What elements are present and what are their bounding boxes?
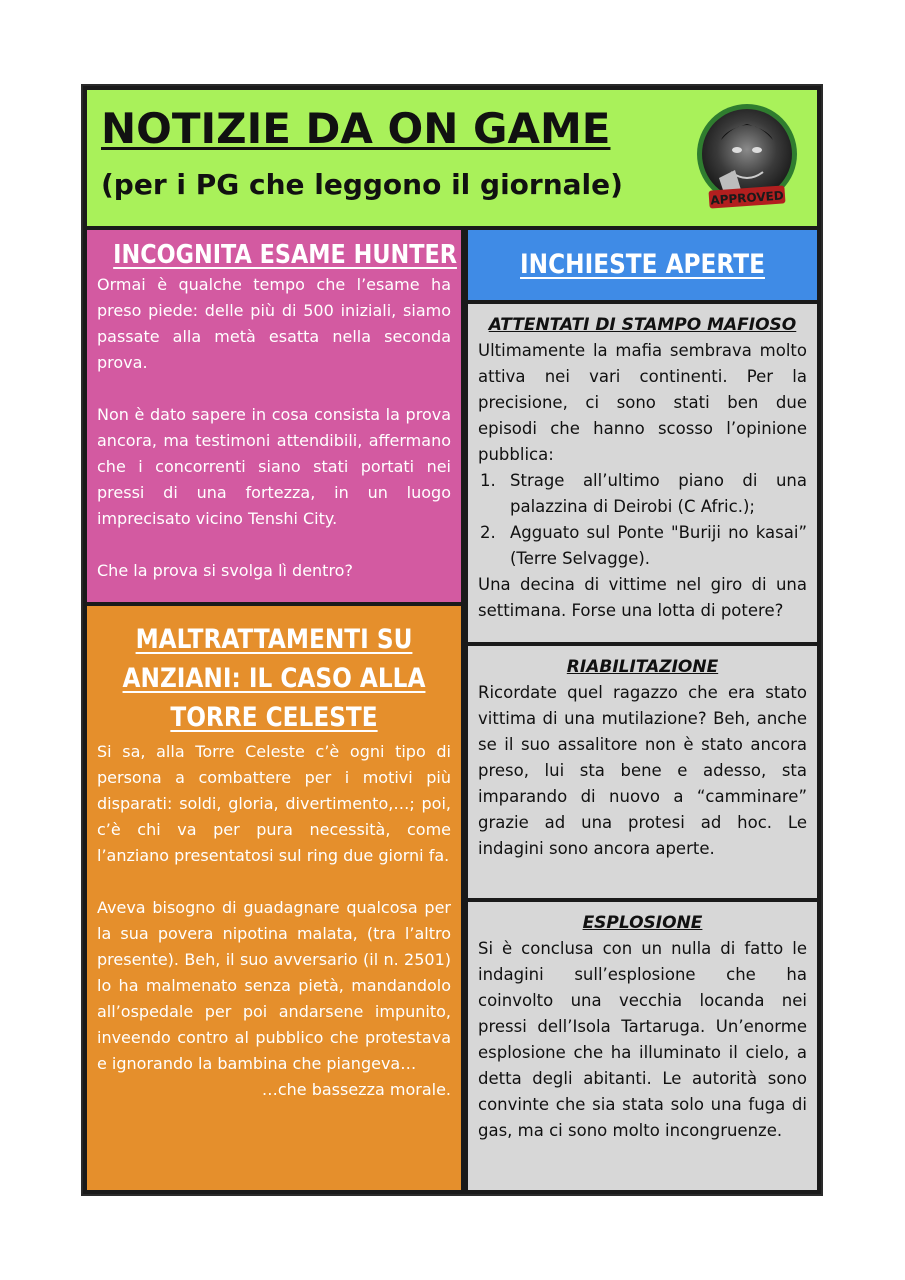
article-celestial-tower [87, 606, 461, 1190]
open-inquiries-header [468, 230, 817, 300]
article-paragraph: Che la prova si svolga lì dentro? [97, 561, 353, 580]
inquiry-body: Si è conclusa con un nulla di fatto le indagini sull’esplosione che ha coinvolto una vecchia locanda nei pressi dell’Isola Tartaruga. Un’enorme esplosione che ha illuminato il cielo, a detta degli abitanti. Le autorità sono convinte che sia stata solo una fuga di gas, ma ci sono molto incongruenze. [478, 939, 807, 1140]
newspaper-title: NOTIZIE DA ON GAME [101, 104, 611, 153]
article-paragraph: Si sa, alla Torre Celeste c’è ogni tipo di persona a combattere per i motivi più disparati: soldi, gloria, divertimento,…; poi, c’è chi va per pura necessità, come l’anziano presentatosi sul ring due giorni fa. [97, 742, 451, 865]
article-body [87, 272, 461, 584]
inquiry-mafia-attacks [468, 304, 817, 642]
masthead [87, 90, 817, 226]
list-item: 1. Strage all’ultimo piano di una palazzina di Deirobi (C Afric.); [480, 471, 807, 516]
section-title: INCHIESTE APERTE [520, 249, 765, 280]
inquiry-title: RIABILITAZIONE [566, 657, 719, 677]
approved-stamp-icon [691, 100, 803, 216]
newspaper-subtitle: (per i PG che leggono il giornale) [101, 168, 623, 201]
article-hunter-exam [87, 230, 461, 602]
article-paragraph: Ormai è qualche tempo che l’esame ha preso piede: delle più di 500 iniziali, siamo passate alla metà esatta nella seconda prova. [97, 275, 451, 372]
article-title: INCOGNITA ESAME HUNTER [113, 240, 457, 270]
inquiry-outro: Una decina di vittime nel giro di una settimana. Forse una lotta di potere? [478, 575, 807, 620]
inquiry-rehabilitation [468, 646, 817, 898]
inquiry-explosion [468, 902, 817, 1190]
svg-text:APPROVED: APPROVED [709, 188, 785, 208]
article-body [87, 737, 461, 1103]
article-title-line: ANZIANI: IL CASO ALLA [122, 663, 426, 694]
article-closing: …che bassezza morale. [261, 1080, 451, 1099]
article-paragraph: Aveva bisogno di guadagnare qualcosa per la sua povera nipotina malata, (tra l’altro presente). Beh, il suo avversario (il n. 2501) lo ha malmenato senza pietà, mandandolo all’ospedale per poi andarsene impunito, inveendo contro al pubblico che protestava e ignorando la bambina che piangeva… [97, 898, 451, 1073]
list-item: 2. Agguato sul Ponte "Buriji no kasai” (Terre Selvagge). [480, 523, 807, 568]
article-title-line: TORRE CELESTE [170, 702, 378, 733]
inquiry-title: ATTENTATI DI STAMPO MAFIOSO [488, 315, 797, 335]
inquiry-body: Ricordate quel ragazzo che era stato vittima di una mutilazione? Beh, anche se il suo assalitore non è stato ancora preso, lui sta bene e adesso, sta imparando di nuovo a “camminare” grazie ad una protesi ad hoc. Le indagini sono ancora aperte. [478, 683, 807, 858]
inquiry-list [468, 468, 817, 572]
article-paragraph: Non è dato sapere in cosa consista la prova ancora, ma testimoni attendibili, affermano che i concorrenti siano stati portati nei pressi di una fortezza, in un luogo imprecisato vicino Tenshi City. [97, 405, 451, 528]
article-title [113, 606, 435, 737]
article-title-line: MALTRATTAMENTI SU [135, 624, 413, 655]
inquiry-title: ESPLOSIONE [582, 913, 703, 933]
inquiry-intro: Ultimamente la mafia sembrava molto attiva nei vari continenti. Per la precisione, ci sono stati ben due episodi che hanno scosso l’opinione pubblica: [478, 341, 807, 464]
